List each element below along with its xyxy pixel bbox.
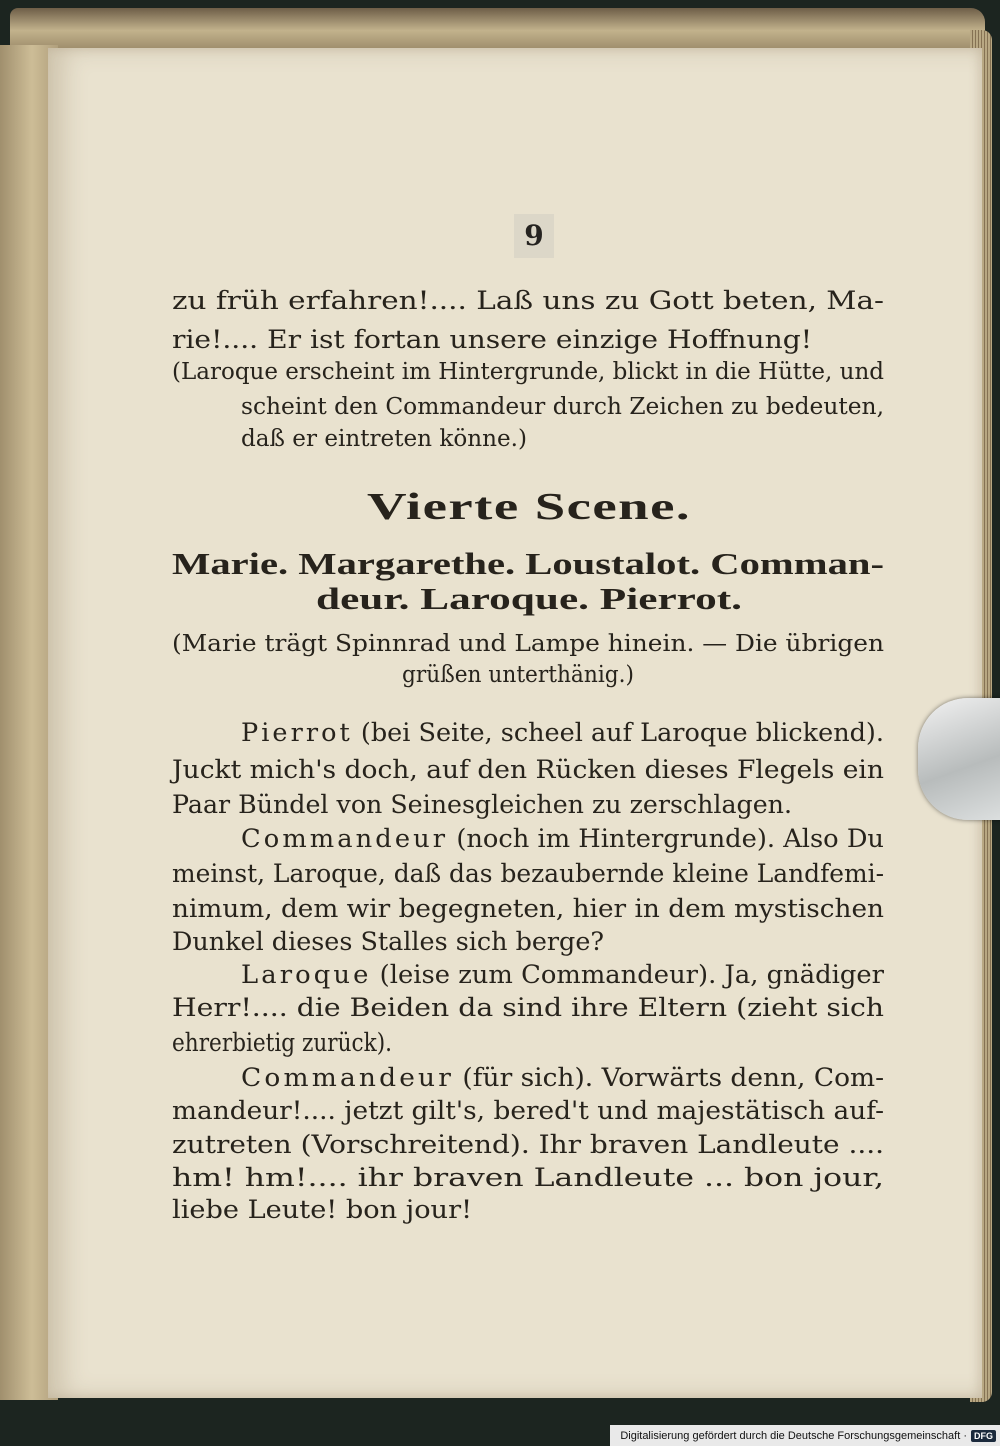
line-text: zu früh erfahren!.... Laß uns zu Gott beten, Ma- (172, 286, 884, 315)
speaker-name: Commandeur (241, 824, 449, 853)
text-line (172, 288, 884, 313)
line-text: Dunkel dieses Stalles sich berge? (172, 927, 604, 956)
line-text: deur. Laroque. Pierrot. (316, 581, 742, 616)
dialogue-line (172, 995, 884, 1020)
line-text: Vierte Scene. (367, 486, 691, 528)
dialogue-line (172, 896, 884, 921)
speaker-name: Pierrot (241, 718, 353, 747)
line-text: meinst, Laroque, daß das bezaubernde kleine Landfemi- (172, 859, 884, 888)
line-text: (bei Seite, scheel auf Laroque blickend). (352, 718, 885, 747)
line-text: daß er eintreten könne.) (241, 426, 527, 452)
funding-notice: Digitalisierung gefördert durch die Deutsche Forschungsgemeinschaft · (620, 1429, 967, 1442)
stage-direction-line (172, 361, 884, 384)
stage-direction-line (241, 396, 884, 419)
line-text: (leise zum Commandeur). Ja, gnädiger (371, 960, 884, 989)
page-clip (918, 698, 1000, 820)
line-text: Paar Bündel von Seinesgleichen zu zerschlagen. (172, 790, 792, 819)
line-text: zutreten (Vorschreitend). Ihr braven Landleute .... (172, 1130, 884, 1159)
speaker-name: Commandeur (241, 1063, 455, 1092)
stage-direction-line (172, 633, 884, 656)
dialogue-line (241, 720, 884, 745)
line-text: hm! hm!.... ihr braven Landleute ... bon jour, (172, 1163, 884, 1192)
line-text: (Laroque erscheint im Hintergrunde, blickt in die Hütte, und (172, 359, 884, 385)
speaker-name: Laroque (241, 960, 372, 989)
line-text: (für sich). Vorwärts denn, Com- (454, 1063, 884, 1092)
dialogue-line (172, 861, 884, 886)
dialogue-line (241, 962, 884, 987)
line-text: grüßen unterthänig.) (402, 662, 634, 688)
dialogue-line (172, 1197, 472, 1222)
line-text: (noch im Hintergrunde). Also Du (448, 824, 884, 853)
footer-bar (610, 1425, 1000, 1446)
dialogue-line (172, 1098, 884, 1123)
dialogue-line (172, 757, 884, 782)
line-text: ehrerbietig zurück). (172, 1028, 392, 1057)
scene-heading (367, 488, 691, 526)
dialogue-line (172, 1030, 392, 1055)
line-text: mandeur!.... jetzt gilt's, bered't und majestätisch auf- (172, 1096, 884, 1125)
line-text: rie!.... Er ist fortan unsere einzige Hoffnung! (172, 325, 812, 354)
cast-list-line (172, 548, 884, 579)
dialogue-line (241, 826, 884, 851)
page-number: 9 (514, 214, 554, 258)
line-text: nimum, dem wir begegneten, hier in dem mystischen (172, 894, 884, 923)
line-text: Herr!.... die Beiden da sind ihre Eltern (zieht sich (172, 993, 884, 1022)
dialogue-line (172, 929, 604, 954)
dialogue-line (172, 792, 792, 817)
line-text: liebe Leute! bon jour! (172, 1195, 472, 1224)
line-text: Marie. Margarethe. Loustalot. Comman- (172, 546, 884, 581)
line-text: scheint den Commandeur durch Zeichen zu bedeuten, (241, 394, 884, 420)
dialogue-line (172, 1132, 884, 1157)
text-line (172, 327, 812, 352)
line-text: Juckt mich's doch, auf den Rücken dieses Flegels ein (172, 755, 884, 784)
stage-direction-line (402, 664, 634, 687)
stage-direction-line (241, 428, 527, 451)
dialogue-line (172, 1165, 884, 1190)
dialogue-line (241, 1065, 884, 1090)
cast-list-line (316, 583, 742, 614)
dfg-logo: DFG (971, 1430, 996, 1442)
line-text: (Marie trägt Spinnrad und Lampe hinein. — Die übrigen (172, 631, 885, 657)
